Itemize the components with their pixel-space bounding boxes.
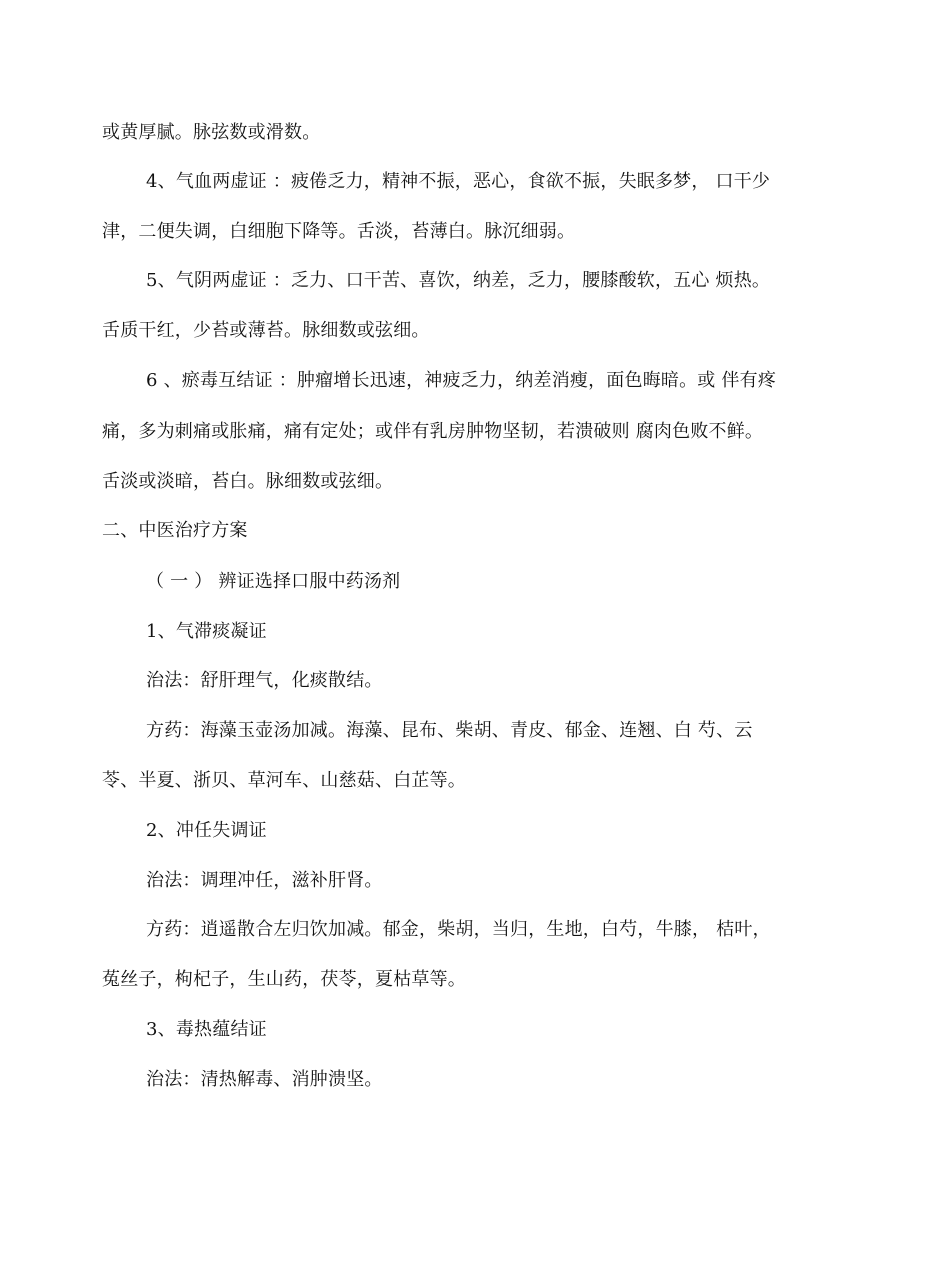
item-heading: 1、气滞痰凝证 <box>146 621 267 642</box>
item-heading: 3、毒热蕴结证 <box>146 1019 267 1040</box>
text-line: 4、气血两虚证 ：疲倦乏力，精神不振，恶心，食欲不振，失眠多梦， 口干少 <box>146 171 771 192</box>
text-line: 舌淡或淡暗，苔白。脉细数或弦细。 <box>102 471 394 492</box>
text-line: 6 、瘀毒互结证 ：肿瘤增长迅速，神疲乏力，纳差消瘦，面色晦暗。或 伴有疼 <box>146 370 777 391</box>
item-heading: 2、冲任失调证 <box>146 820 267 841</box>
text-line: 治法：调理冲任，滋补肝肾。 <box>146 870 383 891</box>
subsection-heading: （ 一 ） 辨证选择口服中药汤剂 <box>146 571 401 592</box>
text-line: 方药：逍遥散合左归饮加减。郁金，柴胡，当归，生地，白芍，牛膝， 桔叶， <box>146 919 771 940</box>
text-line: 津，二便失调，白细胞下降等。舌淡，苔薄白。脉沉细弱。 <box>102 221 576 242</box>
text-line: 痛，多为刺痛或胀痛，痛有定处；或伴有乳房肿物坚韧，若溃破则 腐肉色败不鲜。 <box>102 421 764 442</box>
text-line: 或黄厚腻。脉弦数或滑数。 <box>102 122 321 143</box>
text-line: 苓、半夏、浙贝、草河车、山慈菇、白芷等。 <box>102 770 466 791</box>
text-line: 菟丝子，枸杞子，生山药，茯苓，夏枯草等。 <box>102 969 466 990</box>
text-line: 方药：海藻玉壶汤加减。海藻、昆布、柴胡、青皮、郁金、连翘、白 芍、云 <box>146 720 753 741</box>
text-line: 舌质干红，少苔或薄苔。脉细数或弦细。 <box>102 320 430 341</box>
text-line: 治法：清热解毒、消肿溃坚。 <box>146 1069 383 1090</box>
text-line: 治法：舒肝理气，化痰散结。 <box>146 670 383 691</box>
text-line: 5、气阴两虚证 ：乏力、口干苦、喜饮，纳差，乏力，腰膝酸软，五心 烦热。 <box>146 270 771 291</box>
section-heading: 二、中医治疗方案 <box>102 520 248 541</box>
